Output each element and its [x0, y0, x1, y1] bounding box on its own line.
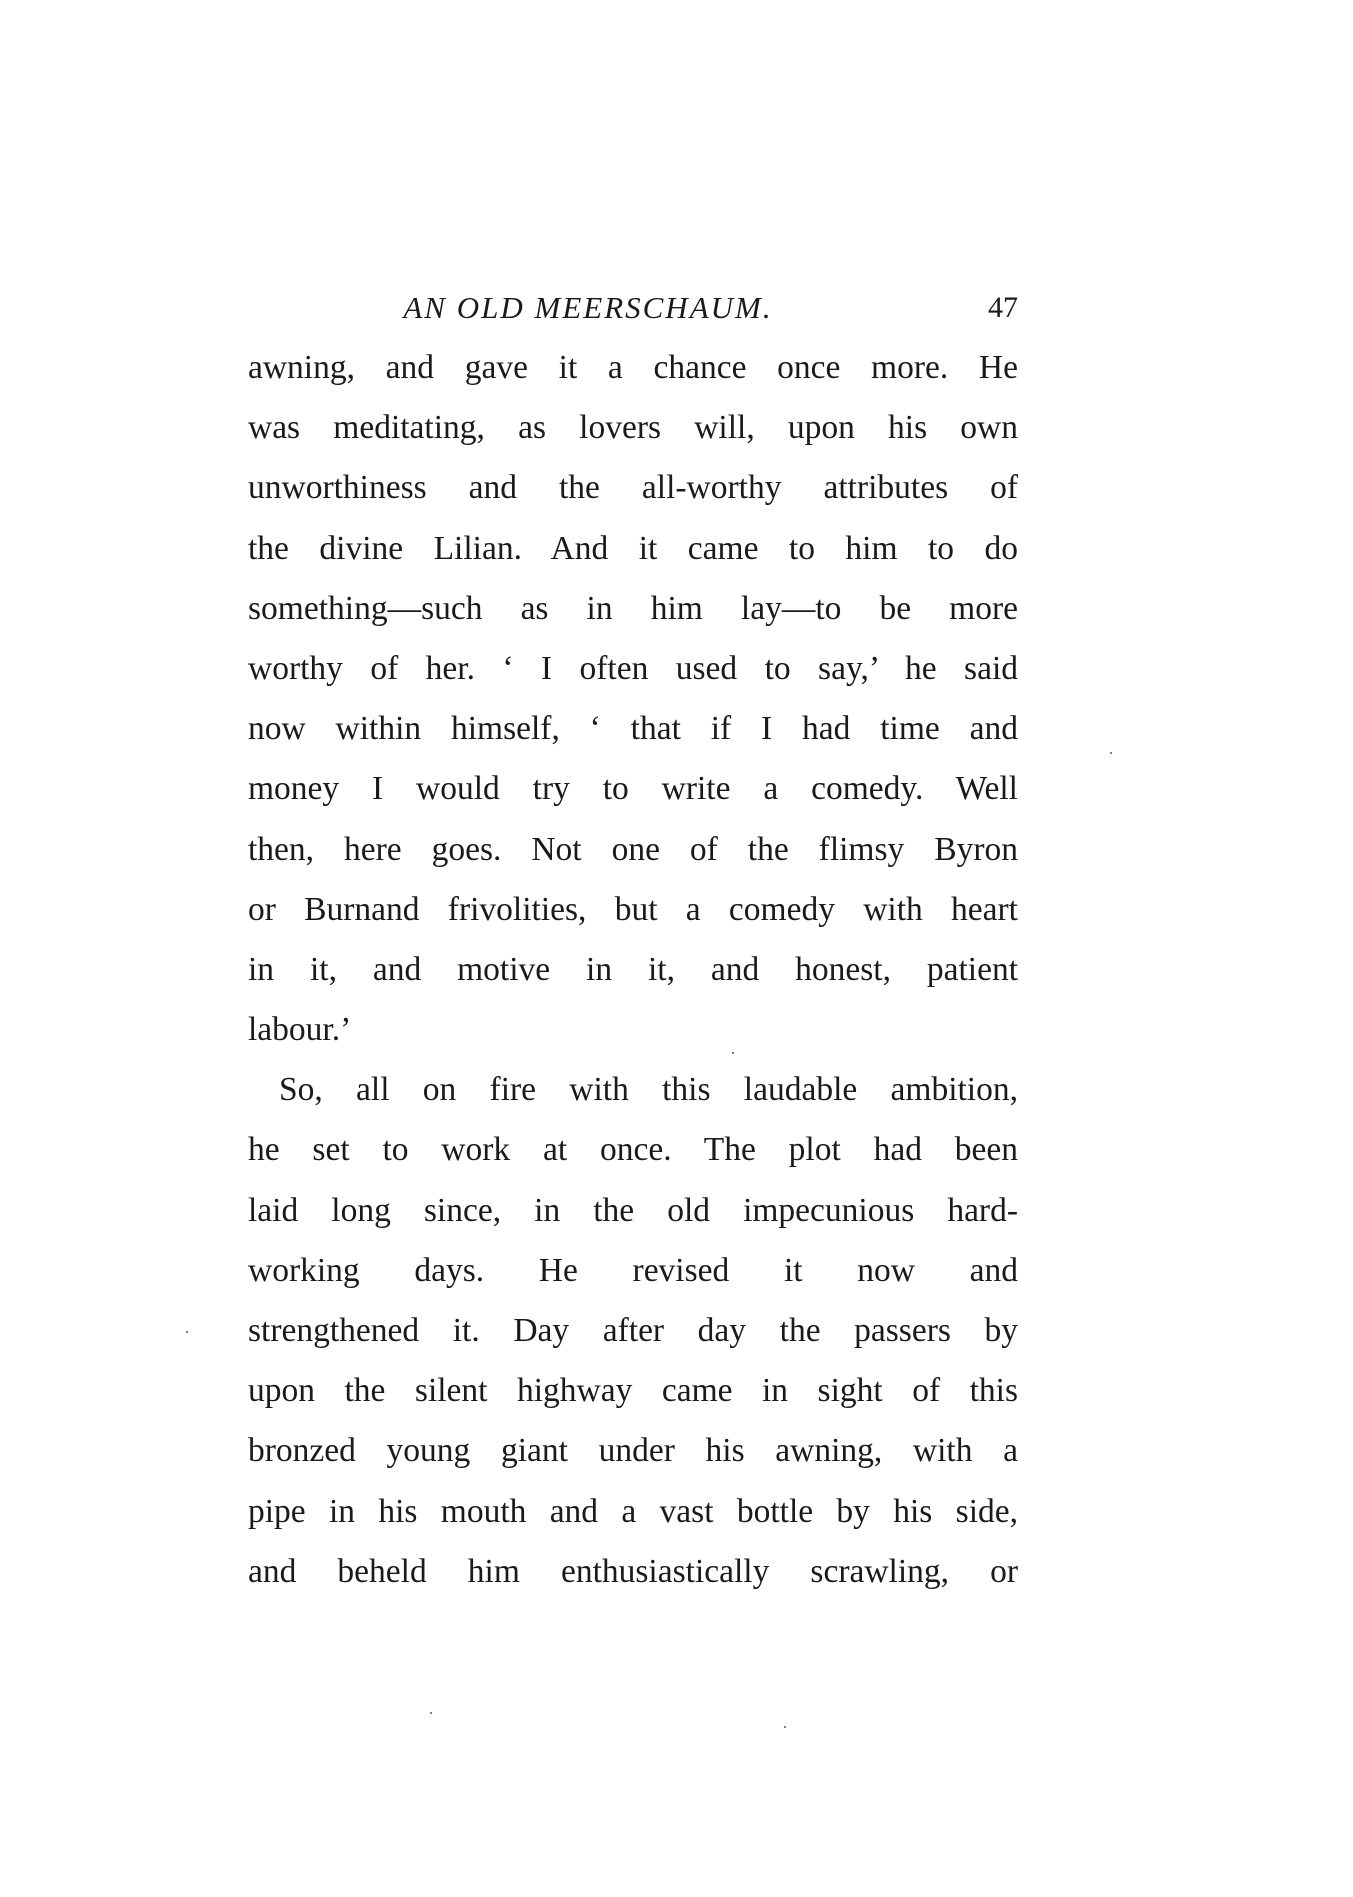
- page-number: 47: [988, 291, 1018, 324]
- scan-speck: [430, 1712, 432, 1714]
- text-line: laid long since, in the old impecunious hard-: [248, 1191, 1018, 1229]
- scan-speck: [784, 1726, 786, 1728]
- scan-speck: [732, 1052, 734, 1054]
- paragraph-end-line: labour.’: [248, 1011, 352, 1049]
- paragraph-start-line: So, all on fire with this laudable ambition,: [279, 1071, 1018, 1109]
- text-line: unworthiness and the all-worthy attributes of: [248, 469, 1018, 507]
- text-line: upon the silent highway came in sight of this: [248, 1372, 1018, 1410]
- text-line: now within himself, ‘ that if I had time and: [248, 710, 1018, 748]
- text-line: strengthened it. Day after day the passers by: [248, 1312, 1018, 1349]
- text-line: pipe in his mouth and a vast bottle by his side,: [248, 1492, 1018, 1530]
- text-line: bronzed young giant under his awning, with a: [248, 1432, 1018, 1470]
- text-line: he set to work at once. The plot had been: [248, 1131, 1018, 1169]
- scan-speck: [1110, 752, 1112, 754]
- text-line: worthy of her. ‘ I often used to say,’ he said: [248, 649, 1018, 687]
- running-head: [248, 288, 1018, 328]
- text-line: something—such as in him lay—to be more: [248, 589, 1018, 627]
- text-line: and beheld him enthusiastically scrawling, or: [248, 1552, 1018, 1590]
- text-line: then, here goes. Not one of the flimsy Byron: [248, 830, 1018, 868]
- text-line: working days. He revised it now and: [248, 1251, 1018, 1289]
- text-line: or Burnand frivolities, but a comedy with heart: [248, 890, 1018, 928]
- text-line: awning, and gave it a chance once more. He: [248, 349, 1018, 386]
- text-line: in it, and motive in it, and honest, patient: [248, 950, 1018, 988]
- text-line: the divine Lilian. And it came to him to do: [248, 529, 1018, 567]
- text-line: money I would try to write a comedy. Well: [248, 770, 1018, 808]
- running-title: AN OLD MEERSCHAUM.: [403, 290, 773, 325]
- text-line: was meditating, as lovers will, upon his own: [248, 409, 1018, 447]
- body-text: [248, 338, 1018, 1602]
- scan-speck: [186, 1331, 188, 1333]
